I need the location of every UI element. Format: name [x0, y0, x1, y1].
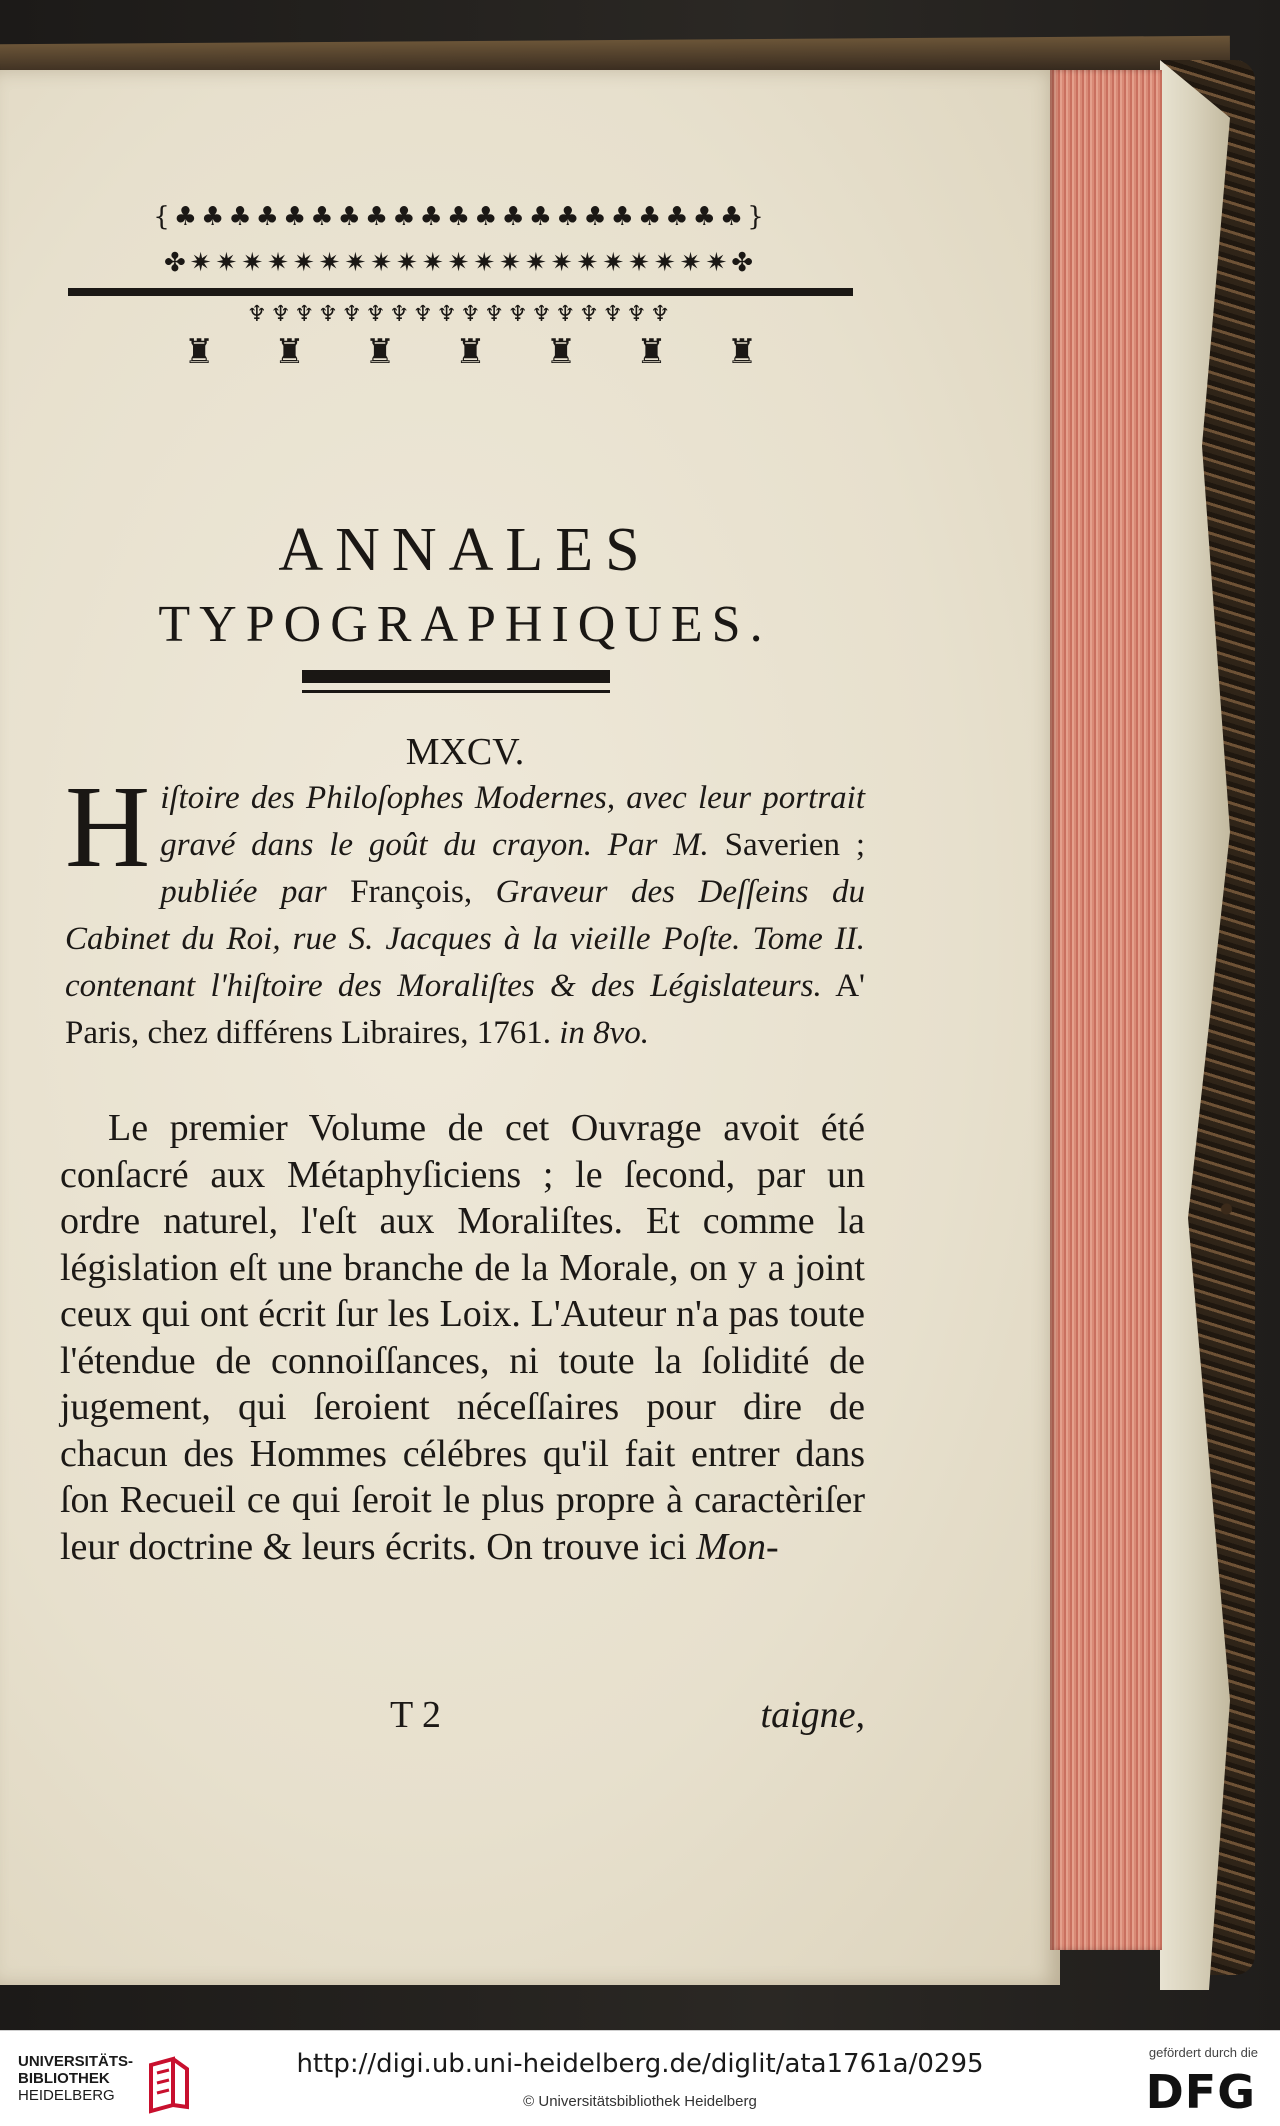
ornament-row-fleurons: {♣♣♣♣♣♣♣♣♣♣♣♣♣♣♣♣♣♣♣♣♣}: [153, 202, 768, 232]
entry-publiee: publiée par: [160, 874, 327, 910]
catchword: taigne,: [760, 1694, 865, 1736]
library-name-line3: HEIDELBERG: [18, 2087, 115, 2104]
library-name-line2: BIBLIOTHEK: [18, 2070, 110, 2087]
bibliographic-entry: [65, 761, 865, 1057]
ornament-row-bells: ♜♜♜♜♜♜♜: [183, 332, 818, 372]
viewer-footer: [0, 2030, 1280, 2126]
entry-description: Graveur des Deſſeins du Cabinet du Roi, rue S. Jacques à la vieille Poſte. Tome II. contenant l'hiſtoire des Moraliſtes & des Législateurs.: [65, 874, 865, 1004]
entry-author: Saverien ;: [724, 827, 865, 863]
entry-format: in 8vo.: [559, 1015, 650, 1051]
body-paragraph-text: Le premier Volume de cet Ouvrage avoit été conſacré aux Métaphyſiciens ; le ſecond, par un ordre naturel, l'eſt aux Moraliſtes. Et comme la législation eſt une branche de la Morale, on y a joint ceux qui ont écrit ſur les Loix. L'Auteur n'a pas toute l'étendue de connoiſſances, ni toute la ſolidité de jugement, qui ſeroient néceſſaires pour dire de chacun des Hommes célébres qu'il fait entrer dans ſon Recueil ce qui ſeroit le plus propre à caractèriſer leur doctrine & leurs écrits. On trouve ici: [60, 1107, 865, 1568]
page-title: ANNALES: [278, 516, 652, 584]
drop-cap: H: [65, 761, 151, 892]
body-paragraph-end: Mon-: [696, 1525, 779, 1568]
red-page-edges: [1050, 70, 1162, 1950]
entry-engraver: François,: [350, 874, 496, 910]
catch-line: [60, 1693, 865, 1743]
permalink-url[interactable]: http://digi.ub.uni-heidelberg.de/diglit/ata1761a/0295: [296, 2049, 984, 2079]
library-name-line1: UNIVERSITÄTS-: [18, 2053, 134, 2070]
ornament-bar: [68, 288, 853, 296]
entry-title: iſtoire des Philoſophes Modernes, avec leur portrait gravé dans le goût du crayon.: [160, 780, 865, 863]
headpiece-ornament: [68, 200, 853, 375]
funded-by-label: gefördert durch die: [1148, 2045, 1258, 2060]
dfg-logo[interactable]: DFG: [1145, 2065, 1256, 2119]
entry-imprint: A' Paris, chez différens Libraires, 1761.: [65, 968, 865, 1051]
ornament-row-tassels: ♆♆♆♆♆♆♆♆♆♆♆♆♆♆♆♆♆♆: [246, 302, 674, 327]
body-text: [60, 1105, 865, 1570]
signature-mark: T 2: [390, 1694, 442, 1736]
page-subtitle: TYPOGRAPHIQUES.: [158, 596, 772, 653]
title-rule-thin: [302, 690, 610, 693]
entry-par: Par M.: [607, 827, 725, 863]
entry-number: MXCV.: [405, 731, 525, 773]
title-rule-thick: [302, 670, 610, 683]
body-paragraph: [60, 1105, 865, 1570]
ornament-row-stars: ✤✷✷✷✷✷✷✷✷✷✷✷✷✷✷✷✷✷✷✷✷✷✤: [163, 248, 758, 278]
copyright-notice: © Universitätsbibliothek Heidelberg: [523, 2093, 757, 2110]
